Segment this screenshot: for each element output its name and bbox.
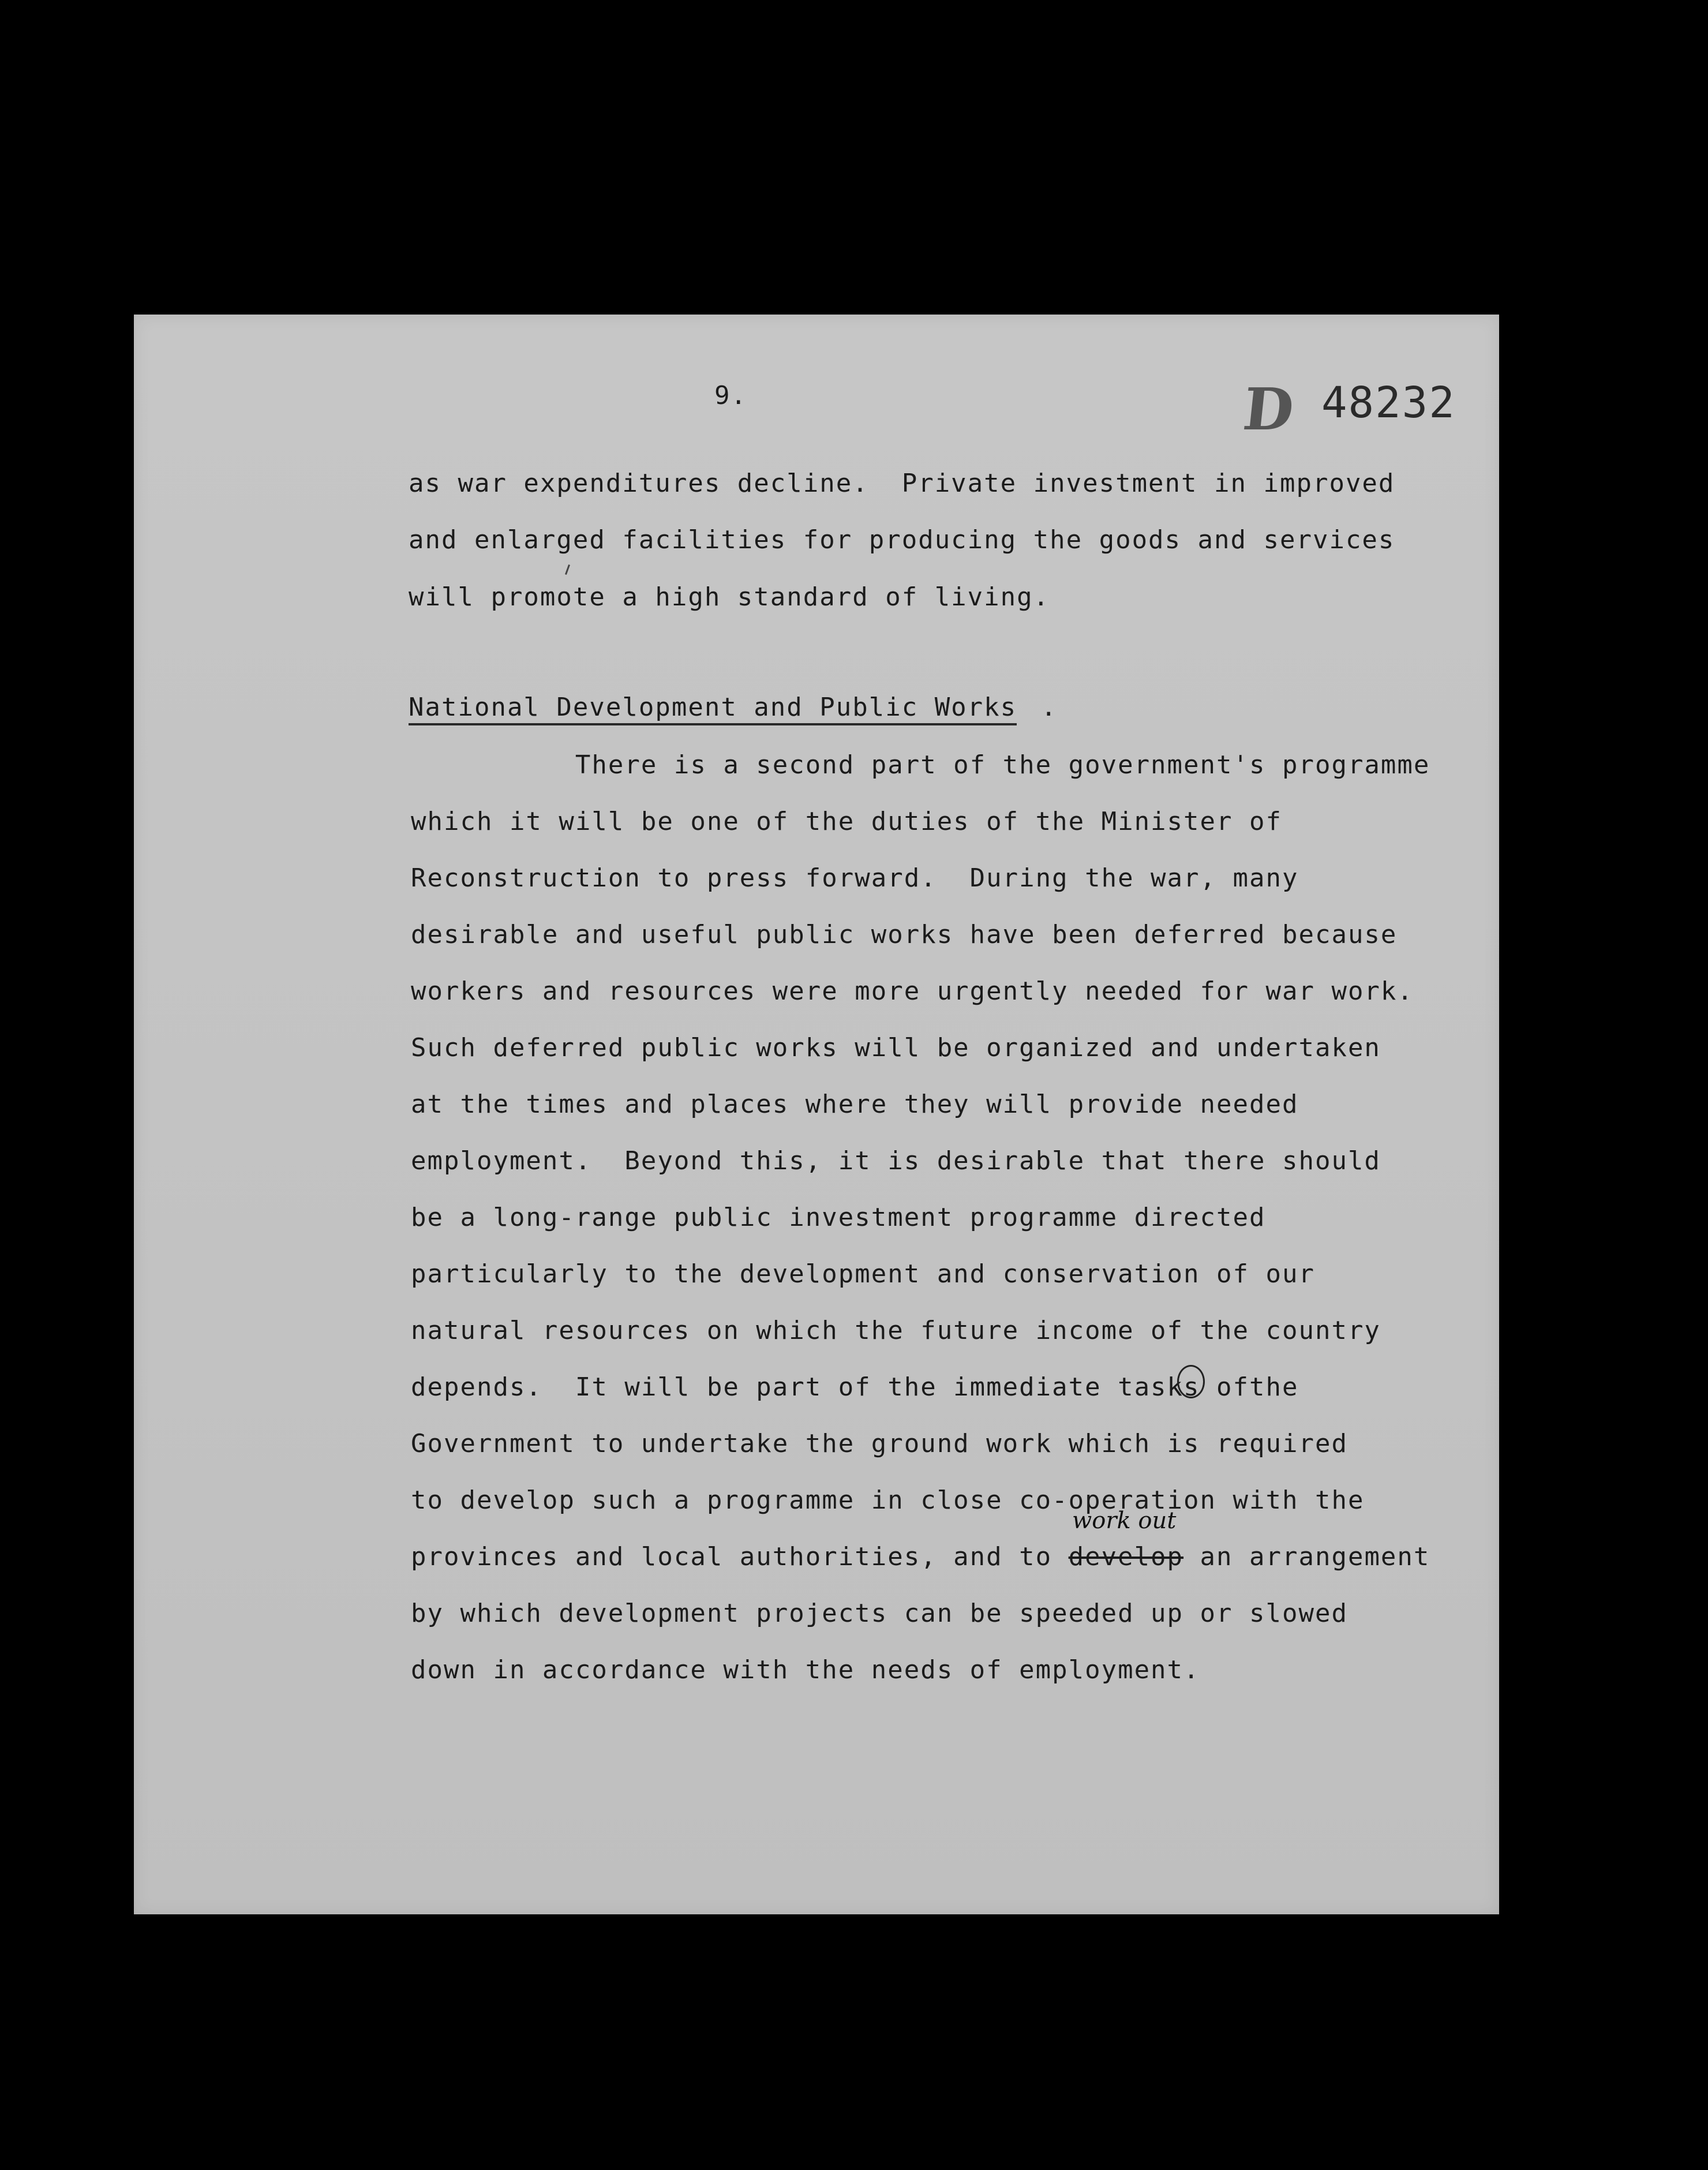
text-line: will promote a high standard of living. (409, 582, 1050, 612)
text-line: There is a second part of the government's programme (411, 750, 1430, 780)
page-number: 9. (714, 381, 747, 410)
text-line: desirable and useful public works have been deferred because (411, 920, 1398, 949)
text-line: down in accordance with the needs of employment. (411, 1655, 1200, 1685)
section-heading-period: . (1041, 693, 1058, 722)
text-line: which it will be one of the duties of the Minister of (411, 807, 1282, 836)
section-heading (409, 693, 1017, 725)
text-line-edited (411, 1542, 1430, 1572)
document-id-letter: D (1239, 375, 1297, 443)
text-line: Government to undertake the ground work which is required (411, 1429, 1348, 1458)
text-line: depends. It will be part of the immediate tasks ofthe (411, 1372, 1299, 1402)
section-heading-text: National Development and Public Works (409, 693, 1017, 722)
text-line: be a long-range public investment programme directed (411, 1203, 1266, 1232)
text-segment: an arrangement (1183, 1542, 1430, 1572)
text-line: to develop such a programme in close co-operation with the (411, 1486, 1365, 1515)
text-line: as war expenditures decline. Private investment in improved (409, 469, 1395, 498)
text-line: natural resources on which the future income of the country (411, 1316, 1381, 1345)
text-line: Such deferred public works will be organized and undertaken (411, 1033, 1381, 1062)
text-line: by which development projects can be speeded up or slowed (411, 1599, 1348, 1628)
handwritten-circle-mark (1177, 1365, 1205, 1398)
text-line: and enlarged facilities for producing the goods and services (409, 525, 1395, 555)
text-line: workers and resources were more urgently needed for war work. (411, 976, 1414, 1006)
text-line: at the times and places where they will provide needed (411, 1090, 1299, 1119)
text-line: employment. Beyond this, it is desirable that there should (411, 1146, 1381, 1176)
document-id-number: 48232 (1321, 378, 1456, 428)
text-segment: provinces and local authorities, and to (411, 1542, 1069, 1572)
struck-word: develop (1068, 1542, 1184, 1572)
handwritten-insertion: work out (1072, 1507, 1177, 1534)
text-line: Reconstruction to press forward. During the war, many (411, 863, 1299, 893)
text-line: particularly to the development and conservation of our (411, 1259, 1315, 1289)
